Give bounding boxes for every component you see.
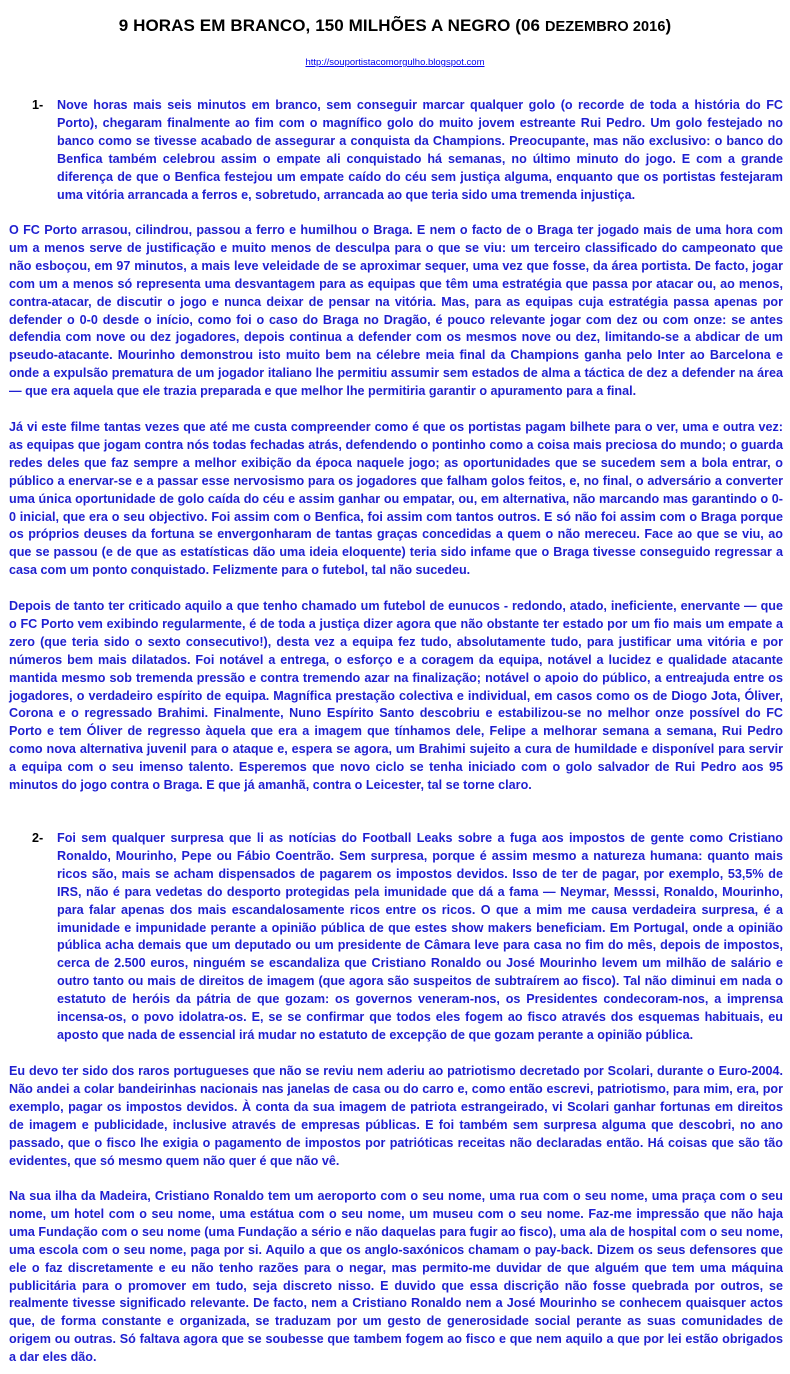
paragraph: Foi sem qualquer surpresa que li as notícias do Football Leaks sobre a fuga aos impostos de gente como Cristiano Ronaldo, Mourinho, Pepe ou Fábio Coentrão. Sem surpresa, porque é assim mesmo a natureza humana: quanto mais ricos são, mais se acham dispensados de pagarem os impostos devidos. Isso de ter de pagar, por exemplo, 53,5% de IRS, não é para vedetas do desporto protegidas pela imunidade que dá a fama — Neymar, Messsi, Ronaldo, Mourinho, para falar apenas dos mais escandalosamente ricos entre os ricos. O que a mim me causa verdadeira surpresa, é a imunidade e impunidade perante a opinião pública de que estes show makers beneficiam. Em Portugal, onde a opinião pública acha demais que um deputado ou um presidente de Câmara leve para casa no fim do mês, depois de impostos, cerca de 2.500 euros, ninguém se escandaliza que Cristiano Ronaldo ou José Mourinho levem um milhão de salário e outro tanto ou mais de direitos de imagem (que agora são suspeitos de subtraírem ao fisco). Tal não diminui em nada o estatuto de heróis da pátria de que gozam: os governos veneram-nos, os Presidentes condecoram-nos, a imprensa incensa-os, o povo idolatra-os. E, se se confirmar que todos eles fogem ao fisco através dos esquemas habituais, eu aposto que nada de essencial irá mudar no estatuto de excepção de que gozam perante a opinião pública. (57, 831, 783, 1042)
section-number: 1- (32, 98, 44, 112)
paragraph: Nove horas mais seis minutos em branco, sem conseguir marcar qualquer golo (o recorde de toda a história do FC Porto), chegaram finalmente ao fim com o magnífico golo do muito jovem estreante Rui Pedro. Um golo festejado no banco como se tivesse acabado de assegurar a conquista da Champions. Preocupante, mas não exclusivo: o banco do Benfica também celebrou assim o empate ali conquistado há semanas, no último minuto do jogo. E com a grande diferença de que o Benfica festejou um empate caído do céu sem justiça alguma, enquanto que os portistas festejaram uma vitória arrancada a ferros e, sobretudo, arrancada ao que teria sido uma tremenda injustiça. (57, 98, 783, 202)
section-number: 2- (32, 831, 44, 845)
paragraph: Na sua ilha da Madeira, Cristiano Ronaldo tem um aeroporto com o seu nome, uma rua com o seu nome, uma praça com o seu nome, um hotel com o seu nome, uma estátua com o seu nome, um museu com o seu nome. Faz-me impressão que não haja uma Fundação com o seu nome (uma Fundação a sério e não daquelas para fugir ao fisco), uma ala de hospital com o seu nome, uma escola com o seu nome, paga por si. Aquilo a que os anglo-saxónicos chamam o pay-back. Dizem os seus defensores que ele o faz discretamente e eu não tenho razões para o negar, mas permito-me duvidar de que alguém que tem uma máquina publicitária para o promover em tudo, seja discreto nisso. E duvido que essa discrição não fosse quebrada por outros, se realmente tivesse significado relevante. De facto, nem a Cristiano Ronaldo nem a José Mourinho se conhecem quaisquer actos que, de forma constante e organizada, se traduzam por um gesto de generosidade social perante as suas comunidades de origem ou outras. Só faltava agora que se soubesse que tambem fogem ao fisco e que nem aquilo a que por lei estão obrigados a dar eles dão. (9, 1189, 783, 1365)
paragraph: Eu devo ter sido dos raros portugueses que não se reviu nem aderiu ao patriotismo decretado por Scolari, durante o Euro-2004. Não andei a colar bandeirinhas nacionais nas janelas de casa ou do carro e, como então escrevi, patriotismo, para mim, era, por exemplo, pagar os impostos devidos. À conta da sua imagem de patriota estrangeirado, vi Scolari ganhar fortunas em direitos de imagem e publicidade, inclusive através de empresas públicas. E foi também sem surpresa alguma que descobri, no ano passado, que o fisco lhe exigia o pagamento de impostos por patrióticas receitas não declaradas então. Há coisas que são tão evidentes, que só mesmo quem não quer é que não vê. (9, 1064, 783, 1168)
source-link[interactable]: http://souportistacomorgulho.blogspot.com (305, 57, 485, 68)
paragraph: Já vi este filme tantas vezes que até me custa compreender como é que os portistas pagam bilhete para o ver, uma e outra vez: as equipas que jogam contra nós todas fechadas atrás, defendendo o pontinho como a coisa mais preciosa do mundo; o guarda redes deles que faz sempre a melhor exibição da época naquele jogo; as oportunidades que se sucedem sem a bola entrar, o público a enervar-se e a passar esse nervosismo para os jogadores que falham golos feitos, e, no final, o adversário a converter uma única oportunidade de golo caída do céu e assim ganhar ou empatar, ou, em alternativa, não marcando mas garantindo o 0-0 inicial, que era o seu objectivo. Foi assim com o Benfica, foi assim com tantos outros. E só não foi assim com o Braga porque os próprios deuses da fortuna se envergonharam de tantas graças concedidas a quem o não mereceu. Face ao que se viu, ao que se passou (e de que as estatísticas dão uma ideia eloquente) teria sido infame que o Braga tivesse conseguido regressar a casa com um ponto conquistado. Felizmente para o futebol, tal não sucedeu. (9, 420, 783, 578)
paragraph: Depois de tanto ter criticado aquilo a que tenho chamado um futebol de eunucos - redondo, atado, ineficiente, enervante — que o FC Porto vem exibindo regularmente, é de toda a justiça dizer agora que não obstante ter estado por um fio mais um empate a zero (que teria sido o sexto consecutivo!), desta vez a equipa fez tudo, absolutamente tudo, para justificar uma vitória e por números bem mais dilatados. Foi notável a entrega, o esforço e a coragem da equipa, notável a lucidez e qualidade atacante mantida mesmo sob tremenda pressão e contra tremendo azar na finalização; notável o apoio do público, a entreajuda entre os jogadores, o verdadeiro espírito de equipa. Magnífica prestação colectiva e individual, em casos como os de Diogo Jota, Óliver, Corona e o regressado Brahimi. Finalmente, Nuno Espírito Santo descobriu e estabilizou-se no melhor onze possível do FC Porto e tem Óliver de regresso àquela que era a imagem que tínhamos dele, Felipe a melhorar semana a semana, Rui Pedro como nova alternativa juvenil para o ataque e, espera se agora, um Brahimi sujeito a cura de humildade e disponível para servir a equipa com o seu imenso talento. Esperemos que novo ciclo se tenha iniciado com o golo salvador de Rui Pedro aos 95 minutos do jogo contra o Braga. E que já amanhã, contra o Leicester, tal se torne claro. (9, 599, 783, 793)
title-date: DEZEMBRO 2016 (544, 19, 666, 35)
document-title (0, 16, 790, 36)
title-end: ) (665, 16, 672, 35)
paragraph: O FC Porto arrasou, cilindrou, passou a ferro e humilhou o Braga. E nem o facto de o Braga ter jogado mais de uma hora com um a menos serve de justificação e muito menos de desculpa para o que se viu: um terceiro classificado do campeonato que não esboçou, em 97 minutos, a mais leve veleidade de se aproximar sequer, uma vez que fosse, da área portista. De facto, jogar com um a menos só representa uma desvantagem para as equipas que têm uma estratégia que passa por atacar ou, ao menos, contra-atacar, de discutir o jogo e nunca deixar de pensar na vitória. Mas, para as equipas cuja estratégia passa apenas por defender o 0-0 desde o início, como foi o caso do Braga no Dragão, é pouco relevante jogar com dez ou com onze: se antes defendia com nove ou dez jogadores, depois continua a defender com os mesmos nove ou dez, limitando-se a abdicar de um pseudo-atacante. Mourinho demonstrou isto muito bem na célebre meia final da Champions ganha pelo Inter ao Barcelona e onde a expulsão prematura de um jogador italiano lhe permitiu assumir sem estados de alma a táctica de dez a defender na área — que era aquela que ele trazia preparada e que melhor lhe permitiria garantir o apuramento para a final. (9, 223, 783, 399)
title-main: 9 HORAS EM BRANCO, 150 MILHÕES A NEGRO (06 (118, 16, 545, 35)
source-link-row (0, 57, 790, 68)
